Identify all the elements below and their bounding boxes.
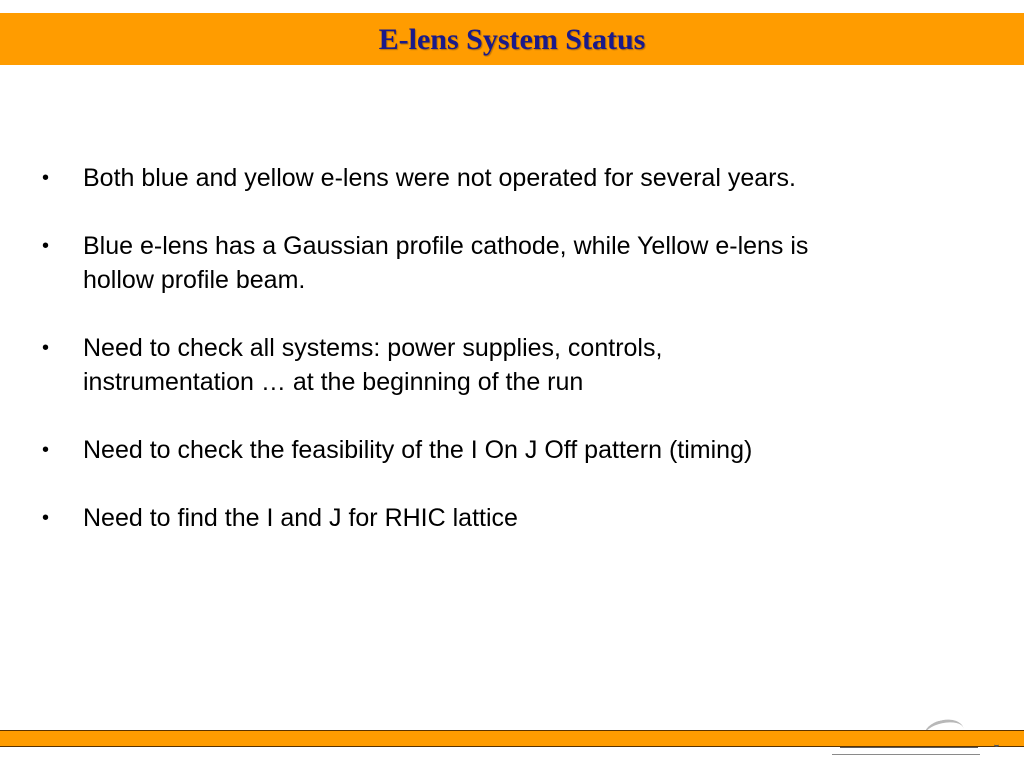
bullet-line: Need to find the I and J for RHIC lattice [83, 504, 518, 532]
bullet-line: Need to check all systems: power supplies, controls, [83, 334, 663, 362]
bullet-text [83, 433, 923, 467]
bullet-line: Need to check the feasibility of the I On J Off pattern (timing) [83, 436, 753, 464]
bullet-line: Both blue and yellow e-lens were not operated for several years. [83, 164, 796, 192]
bullet-marker: • [42, 507, 50, 529]
bullet-marker: • [42, 337, 50, 359]
slide-title: E-lens System Status [378, 23, 646, 56]
bullet-text [83, 501, 923, 535]
bullet-text [83, 229, 923, 297]
bullet-text [83, 331, 923, 399]
bullet-line: Blue e-lens has a Gaussian profile cathode, while Yellow e-lens is [83, 232, 809, 260]
page-number-mark [994, 740, 999, 747]
bullet-line: hollow profile beam. [83, 266, 306, 294]
bullet-text [83, 161, 923, 195]
title-bar [0, 13, 1024, 65]
bullet-marker: • [42, 235, 50, 257]
bullet-marker: • [42, 439, 50, 461]
logo-subtitle-rule [832, 754, 980, 755]
bullet-line: instrumentation … at the beginning of the run [83, 368, 584, 396]
footer-bar [0, 730, 1024, 747]
bullet-marker: • [42, 167, 50, 189]
